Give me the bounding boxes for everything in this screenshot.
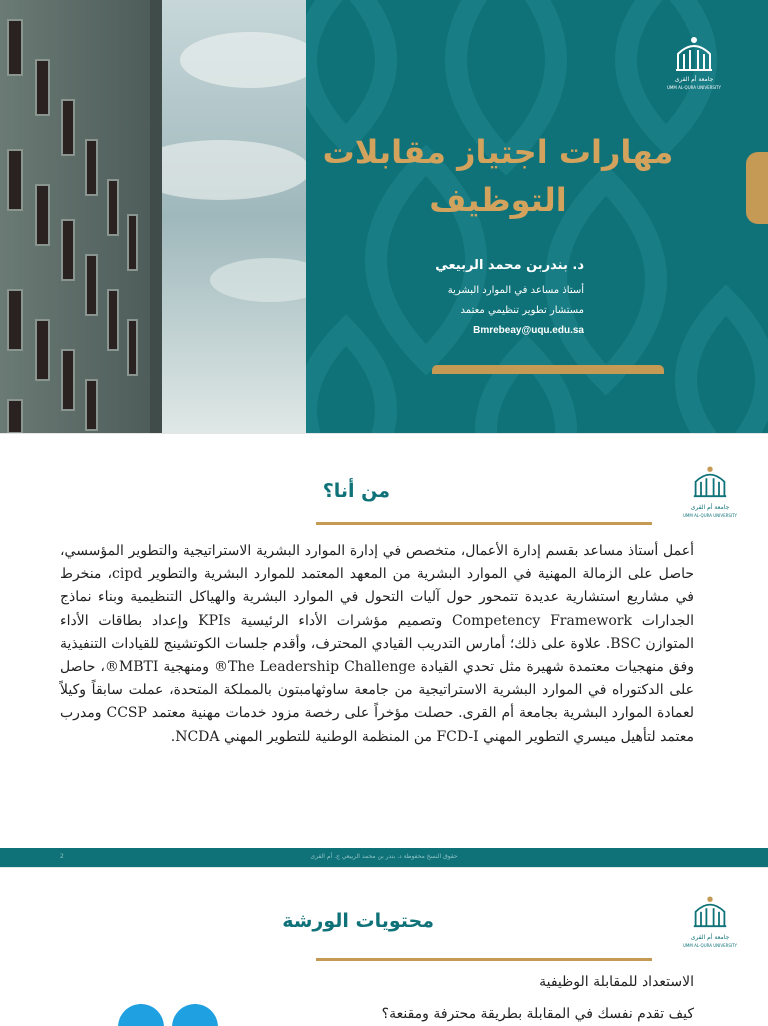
- footer-copyright: حقوق النسخ محفوظة د. بندر بن محمد الربيعي ج. أم القرى: [310, 853, 458, 860]
- slide-footer: [0, 848, 768, 867]
- logo-name-ar: جامعة أم القرى: [674, 76, 714, 83]
- university-emblem-icon: [692, 460, 728, 500]
- university-logo: [670, 460, 750, 520]
- decorative-circle: [172, 1004, 218, 1026]
- presenter-role-2: مستشار تطوير تنظيمي معتمد: [460, 305, 584, 316]
- page-number: 2: [60, 853, 64, 860]
- university-emblem-icon: [674, 32, 714, 72]
- presenter-role-1: أستاذ مساعد في الموارد البشرية: [447, 285, 584, 296]
- presentation-title: مهارات اجتياز مقابلات التوظيف: [322, 133, 674, 219]
- heading-underline: [316, 522, 652, 525]
- heading-underline: [316, 958, 652, 961]
- about-heading: من أنا؟: [322, 480, 390, 502]
- logo-name-en: UMM AL-QURA UNIVERSITY: [682, 943, 738, 948]
- presenter-email[interactable]: Bmrebeay@uqu.edu.sa: [473, 325, 584, 336]
- gold-side-tab: [746, 152, 768, 224]
- university-logo: [662, 32, 726, 92]
- about-slide: [0, 433, 768, 867]
- logo-name-en: UMM AL-QURA UNIVERSITY: [682, 513, 738, 518]
- title-slide: [0, 0, 768, 433]
- presenter-info: [324, 258, 584, 336]
- about-paragraph: أعمل أستاذ مساعد بقسم إدارة الأعمال، متخصص في إدارة الموارد البشرية الاستراتيجية والتطوير المؤسسي، حاصل على الزمالة المهنية في الموارد البشرية من المعهد المعتمد للموارد البشرية والتطوير cipd، منخرط في مشاريع استشارية عديدة تتمحور حول آليات التحول في الموارد البشرية والهياكل التنظيمية وبناء نماذج الجدارات Competency Framework وتصميم مؤشرات الأداء الرئيسية KPIs وإعداد بطاقات الأداء المتوازن BSC. علاوة على ذلك؛ أمارس التدريب القيادي المحترف، وأقدم جلسات الكوتشينج للقيادات التنفيذية وفق منهجيات معتمدة شهيرة مثل تحدي القيادة The Leadership Challenge® ومنهجية MBTI®، حاصل على الدكتوراه في الموارد البشرية الاستراتيجية من جامعة ساوثهامبتون بالمملكة المتحدة، عملت سابقاً وكيلاً لعمادة الموارد البشرية بجامعة أم القرى. حصلت مؤخراً على رخصة مزود خدمات مهنية معتمد CCSP ومدرب معتمد لتأهيل ميسري التطوير المهني FCD-I من المنظمة الوطنية للتطوير المهني NCDA.: [60, 543, 695, 745]
- contents-item: الاستعداد للمقابلة الوظيفية: [539, 974, 694, 990]
- university-emblem-icon: [692, 890, 728, 930]
- building-photo: [0, 0, 306, 433]
- gold-bar: [432, 365, 664, 374]
- decorative-circle: [118, 1004, 164, 1026]
- contents-heading: محتويات الورشة: [282, 910, 434, 932]
- logo-name-en: UMM AL-QURA UNIVERSITY: [666, 85, 722, 90]
- logo-name-ar: جامعة أم القرى: [690, 934, 730, 941]
- contents-item: كيف تقدم نفسك في المقابلة بطريقة محترفة ومقنعة؟: [381, 1006, 694, 1022]
- presenter-name: د. بندربن محمد الربيعي: [435, 258, 584, 273]
- university-logo: [670, 890, 750, 950]
- contents-slide: [0, 867, 768, 1026]
- logo-name-ar: جامعة أم القرى: [690, 504, 730, 511]
